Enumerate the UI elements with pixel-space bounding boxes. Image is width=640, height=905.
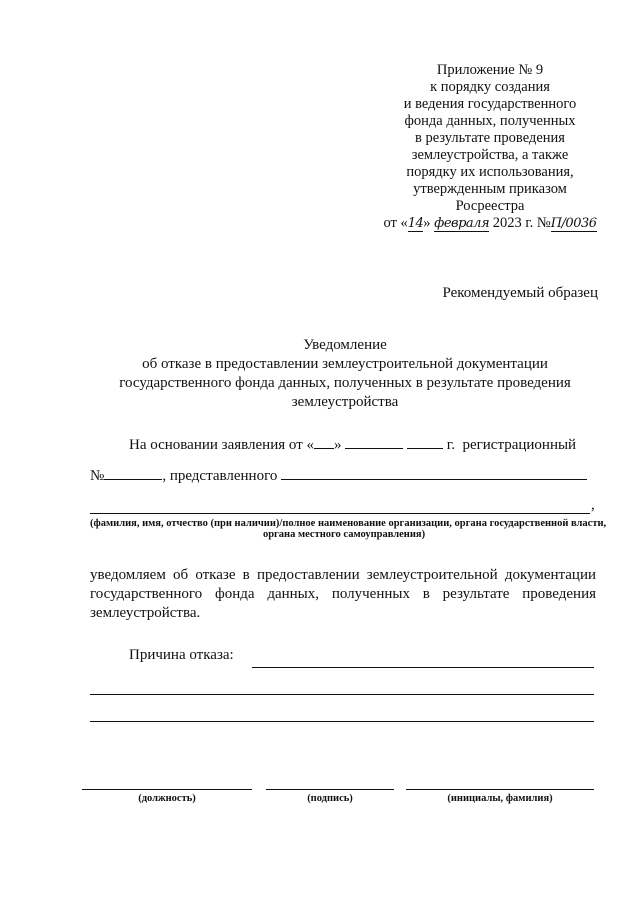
reason-field-line-1[interactable] (252, 667, 594, 668)
appendix-block (380, 62, 600, 232)
title-line: об отказе в предоставлении землеустроительной документации (142, 356, 548, 372)
basis-year-suffix: г. (446, 437, 455, 453)
represented-label: , представленного (162, 468, 278, 484)
appendix-line: землеустройства, а также (411, 147, 569, 163)
appendix-line: и ведения государственного (403, 96, 577, 112)
name-comma: , (591, 497, 595, 513)
appendix-line: фонда данных, полученных (404, 113, 576, 129)
date-mid: » (423, 215, 431, 231)
date-year: 2023 г. № (492, 215, 551, 231)
order-number-handwritten: П/0036 (550, 216, 597, 231)
position-field[interactable] (82, 789, 252, 790)
notice-title (90, 336, 600, 412)
basis-day-field[interactable] (314, 434, 334, 449)
name-caption-line: (фамилия, имя, отчество (при наличии)/полное наименование организации, органа государственной власти, (90, 518, 607, 529)
title-heading: Уведомление (303, 337, 387, 353)
appendix-line: Росреестра (455, 198, 525, 214)
appendix-line: порядку их использования, (406, 164, 574, 180)
basis-quote-close: » (334, 437, 342, 453)
date-prefix: от « (383, 215, 408, 231)
basis-text: На основании заявления от « (129, 437, 314, 453)
title-line: государственного фонда данных, полученных в результате проведения (119, 375, 571, 391)
number-row (90, 465, 587, 485)
signature-field[interactable] (266, 789, 394, 790)
appendix-line: утвержденным приказом (413, 181, 567, 197)
reason-field-line-2[interactable] (90, 694, 594, 695)
basis-row (129, 434, 576, 454)
date-day-handwritten: 14 (407, 216, 424, 231)
appendix-line: к порядку создания (430, 79, 550, 95)
initials-name-field[interactable] (406, 789, 594, 790)
registration-number-field[interactable] (104, 465, 162, 480)
date-month-handwritten: февраля (434, 216, 490, 231)
represented-by-field[interactable] (281, 465, 587, 480)
initials-name-caption: (инициалы, фамилия) (447, 793, 553, 804)
signature-caption: (подпись) (307, 793, 353, 804)
appendix-date-line (380, 215, 600, 232)
title-line: землеустройства (291, 394, 399, 410)
registration-label: регистрационный (462, 437, 577, 453)
name-field-caption (90, 518, 607, 540)
reason-field-line-3[interactable] (90, 721, 594, 722)
recommended-sample-label: Рекомендуемый образец (442, 285, 598, 301)
basis-month-field[interactable] (345, 434, 403, 449)
applicant-name-field[interactable] (90, 513, 590, 514)
basis-year-field[interactable] (407, 434, 443, 449)
reason-label: Причина отказа: (129, 647, 234, 663)
name-caption-line: органа местного самоуправления) (262, 529, 426, 540)
appendix-line: в результате проведения (415, 130, 565, 146)
position-caption: (должность) (138, 793, 196, 804)
number-sign: № (90, 468, 105, 484)
appendix-line: Приложение № 9 (436, 62, 544, 78)
notice-text: уведомляем об отказе в предоставлении землеустроительной документации государственного фонда данных, полученных в результате проведения землеустройства. (90, 567, 596, 621)
